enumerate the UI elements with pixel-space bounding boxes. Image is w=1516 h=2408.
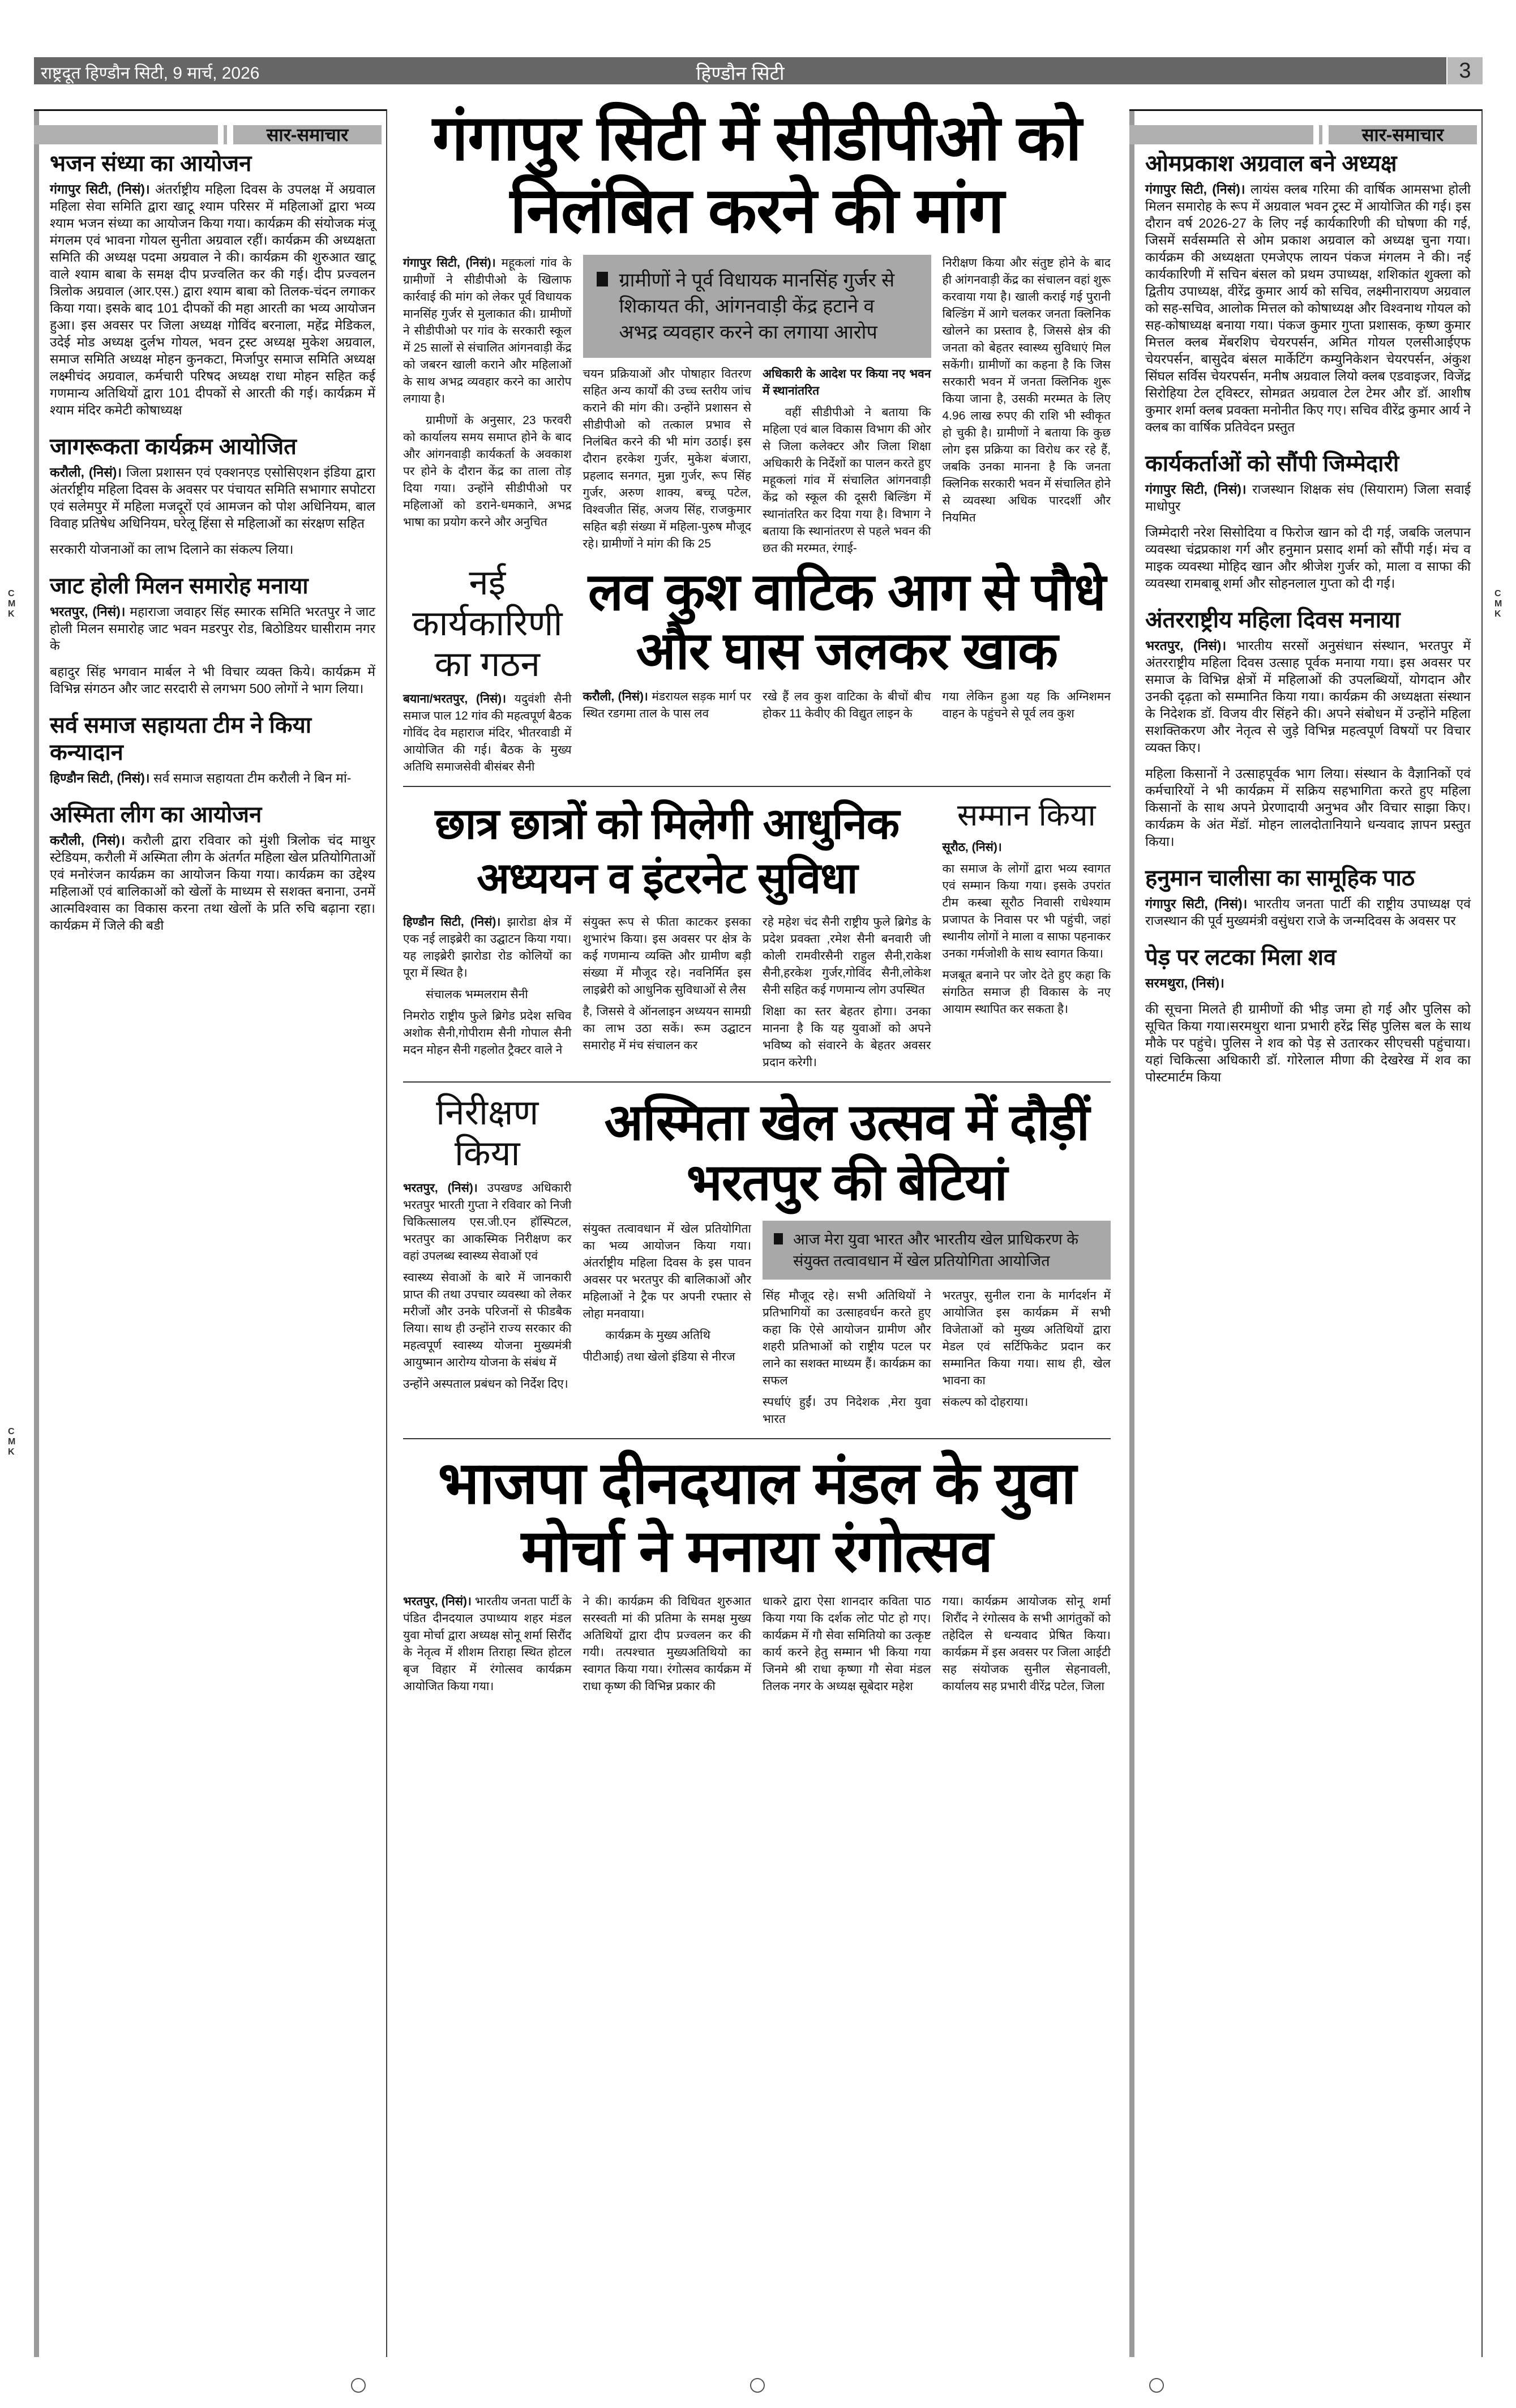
luvkush-column-2: रखे हैं लव कुश वाटिका के बीचों बीच होकर 11 केवीए की विद्युत लाइन के <box>763 690 931 720</box>
section-band-row <box>1129 125 1470 144</box>
story-text: संचालक भम्मलराम सैनी <box>426 988 528 1001</box>
brief-closing: महिला किसानों ने उत्साहपूर्वक भाग लिया। संस्थान के वैज्ञानिकों एवं कर्मचारियों ने भी कार्यक्रम में सक्रिय सहभागिता करते हुए महिला किसानों के साथ अपने प्रेरणादायी अनुभव और विचार साझा किए।कार्यक्रम के अंत मेंडॉ. मोहन लालदोतानियाने धन्यवाद ज्ञापन प्रस्तुत किया। <box>1145 766 1471 849</box>
divider <box>403 1438 1111 1439</box>
mark-c: C <box>1494 589 1501 598</box>
story-text: निमरोठ राष्ट्रीय फुले ब्रिगेड प्रदेश सचिव अशोक सैनी,गोपीराम सैनी गोपाल सैनी मदन मोहन सैनी गहलोत ट्रैक्टर वाले ने <box>403 1010 572 1057</box>
lead-deck-text: ग्रामीणों ने पूर्व विधायक मानसिंह गुर्जर से शिकायत की, आंगनवाड़ी केंद्र हटाने व अभद्र व्यवहार करने का लगाया आरोप <box>619 270 895 343</box>
luvkush-headline: लव कुश वाटिक आग से पौधे और घास जलकर खाक <box>588 563 1106 680</box>
divider <box>403 1081 1111 1083</box>
brief-title: जाट होली मिलन समारोह मनाया <box>50 574 309 598</box>
story-text: है, जिससे वे ऑनलाइन अध्ययन सामग्री का लाभ उठा सकें। रूम उद्घाटन समारोह में मंच संचालन कर <box>583 1005 751 1052</box>
story-text: भारतीय जनता पार्टी के पंडित दीनदयाल उपाध्याय शहर मंडल युवा मोर्चा द्वारा अध्यक्ष सोनू शर्मा सिरौंद के नेतृत्व में शीशम तिराहा स्थित होटल बृज विहार में रंगोत्सव कार्यक्रम आयोजित किया गया। <box>403 1595 572 1693</box>
brief-body: भारतीय जनता पार्टी की राष्ट्रीय उपाध्यक्ष एवं राजस्थान की पूर्व मुख्यमंत्री वसुंधरा राजे के जन्मदिवस के अवसर पर <box>1145 896 1471 928</box>
news-brief <box>50 433 375 558</box>
dateline: हिण्डौन सिटी, (निसं)। <box>50 771 150 785</box>
brief-title: हनुमान चालीसा का सामूहिक पाठ <box>1145 866 1415 891</box>
registration-mark-icon <box>750 2378 765 2393</box>
registration-mark-icon <box>351 2378 366 2393</box>
nirikshan-body <box>403 1180 572 1393</box>
dateline: गंगापुर सिटी, (निसं)। <box>403 256 496 270</box>
section-band <box>34 125 218 144</box>
masthead-bar <box>34 57 1446 84</box>
main-news-area <box>403 102 1111 1701</box>
edition-date: राष्ट्रदूत हिण्डौन सिटी, 9 मार्च, 2026 <box>41 64 260 83</box>
page-number: 3 <box>1448 57 1483 84</box>
lead-deck <box>583 255 931 358</box>
bullet-square-icon <box>774 1233 783 1244</box>
lead-headline: गंगापुर सिटी में सीडीपीओ को निलंबित करने की मांग <box>432 102 1082 246</box>
asmita-column-2 <box>763 1288 931 1428</box>
lead-text: वहीं सीडीपीओ ने बताया कि महिला एवं बाल विकास विभाग की ओर से जिला कलेक्टर और जिला शिक्षा अधिकारी के निर्देशों का पालन करते हुए महूकलां गांव में संचालित आंगनवाड़ी केंद्र को स्कूल की दूसरी बिल्डिंग में स्थानांतरित कर दिया गया है। विभाग ने बताया कि स्थानांतरण से पहले भवन की छत की मरम्मत, रंगाई- <box>763 406 931 555</box>
story-row-2 <box>403 563 1111 776</box>
dateline: गंगापुर सिटी, (निसं)। <box>1145 482 1247 497</box>
brief-body: जिला प्रशासन एवं एक्शनएड एसोसिएशन इंडिया द्वारा अंतर्राष्ट्रीय महिला दिवस के अवसर पर पंचायत समिति सभागार सपोटरा एवं सलेमपुर में महिला मजदूरों एवं आमजन को पोश अधिनियम, बाल विवाह प्रतिषेध अधिनियम, घरेलू हिंसा से महिलाओं का संरक्षण सहित <box>50 465 375 531</box>
story-text: भरतपुर, सुनील राना के मार्गदर्शन में आयोजित इस कार्यक्रम में सभी विजेताओं को मुख्य अतिथियों द्वारा मेडल एवं सर्टिफिकेट प्रदान कर सम्मानित किया गया। साथ ही, खेल भावना का <box>942 1289 1111 1387</box>
story-text: का समाज के लोगों द्वारा भव्य स्वागत एवं सम्मान किया गया। इसके उपरांत टीम कस्बा सूरौठ निवासी राधेश्याम प्रजापत के निवास पर भी पहुंची, जहां स्थानीय लोगों ने माला व साफा पहनाकर उनका गर्मजोशी के साथ स्वागत किया। <box>942 862 1111 960</box>
bjp-story <box>403 1449 1111 1695</box>
lead-column-1 <box>403 255 572 531</box>
asmita-story <box>583 1093 1111 1428</box>
brief-closing: सरकारी योजनाओं का लाभ दिलाने का संकल्प लिया। <box>50 542 294 557</box>
news-brief <box>50 801 375 934</box>
samman-story <box>943 797 1111 1018</box>
story-row-3 <box>403 797 1111 1071</box>
story-text: उपखण्ड अधिकारी भरतपुर भारती गुप्ता ने रविवार को निजी चिकित्सालय एस.जी.एन हॉस्पिटल, भरतपुर का आकस्मिक निरीक्षण कर वहां उपलब्ध स्वास्थ्य सेवाओं एवं <box>403 1182 572 1263</box>
section-title: हिण्डौन सिटी <box>696 63 785 84</box>
story-text: कार्यक्रम के मुख्य अतिथि <box>605 1329 710 1342</box>
brief-title: सर्व समाज सहायता टीम ने किया कन्यादान <box>50 713 312 765</box>
dateline: सूरौठ, (निसं)। <box>942 841 1002 854</box>
mark-k: K <box>8 609 15 619</box>
section-band <box>1129 125 1313 144</box>
news-brief <box>1145 865 1471 929</box>
section-band-divider <box>224 125 227 144</box>
mark-k: K <box>8 1447 15 1457</box>
nirikshan-story <box>403 1093 572 1393</box>
asmita-deck <box>763 1221 1111 1280</box>
brief-title: जागरूकता कार्यक्रम आयोजित <box>50 434 297 459</box>
dateline: हिण्डौन सिटी, (निसं)। <box>403 916 501 929</box>
news-brief <box>50 712 375 786</box>
mark-m: M <box>1494 599 1502 609</box>
mark-c: C <box>8 589 15 598</box>
news-brief <box>1145 450 1471 592</box>
column-side-bar <box>34 111 39 2357</box>
brief-body: अंतर्राष्ट्रीय महिला दिवस के उपलक्ष में अग्रवाल महिला सेवा समिति द्वारा खाटू श्याम परिसर में महिलाओं द्वारा भव्य श्याम भजन संध्या का आयोजन किया गया। कार्यक्रम की संयोजक मंजू मंगलम एवं भावना गोयल सुनीता अग्रवाल रहीं। कार्यक्रम की अध्यक्षता समिति की अध्यक्ष पदमा अग्रवाल ने की। कार्यक्रम की शुरुआत खाटू वाले श्याम बाबा के समक्ष दीप प्रज्वलित कर की गई। दीप प्रज्वलन त्रिलोक अग्रवाल (आर.एस.) द्वारा श्याम बाबा को तिलक-चंदन लगाकर किया गया। इसके बाद 101 दीपकों की महा आरती का भव्य आयोजन हुआ। इस अवसर पर जिला अध्यक्ष गोविंद बरनाला, महेंद्र मेडिकल, उदेई मोड अध्यक्ष दुर्लभ गोयल, भवन ट्रस्ट अध्यक्ष मुकेश अग्रवाल, समाज समिति अध्यक्ष मोहन कुनकटा, मिर्जापुर समाज समिति अध्यक्ष लक्ष्मीचंद अग्रवाल, कर्मचारी परिषद अध्यक्ष राधा मोहन सहित कई गणमान्य अतिथियों द्वारा 101 दीपकों से आरती की गई। कार्यक्रम में श्याम मंदिर कमेटी कोषाध्यक्ष <box>50 182 375 417</box>
lead-text: महूकलां गांव के ग्रामीणों ने सीडीपीओ के खिलाफ कार्रवाई की मांग को लेकर पूर्व विधायक मानसिंह गुर्जर से मुलाकात की। ग्रामीणों ने सीडीपीओ पर गांव के सरकारी स्कूल में 25 सालों से संचालित आंगनवाड़ी केंद्र को जबरन खाली कराने और महिलाओं के साथ अभद्र व्यवहार करने का आरोप लगाया है। <box>403 256 572 405</box>
mark-m: M <box>8 599 16 609</box>
brief-title: भजन संध्या का आयोजन <box>50 151 252 176</box>
samman-headline: सम्मान किया <box>957 798 1096 832</box>
lead-text: निरीक्षण किया और संतुष्ट होने के बाद ही आंगनवाड़ी केंद्र का संचालन वहां शुरू करवाया गया है। खाली कराई गई पुरानी बिल्डिंग में आगे चलकर जनता क्लिनिक खोलने का प्रस्ताव है, जिससे क्षेत्र की जनता को बेहतर स्वास्थ्य सुविधाएं मिल सकेंगी। ग्रामीणों का कहना है कि जिस सरकारी भवन में जनता क्लिनिक शुरू किया जाना है, उसकी मरम्मत के लिए 4.96 लाख रुपए की राशि भी स्वीकृत हो चुकी है। ग्रामीणों ने बताया कि कुछ लोग इस प्रक्रिया का विरोध कर रहे हैं, जबकि उनका मानना है कि जनता क्लिनिक सरकारी भवन में संचालित होने से व्यवस्था अधिक पारदर्शी और नियमित <box>942 256 1111 524</box>
brief-closing: जिम्मेदारी नरेश सिसोदिया व फिरोज खान को दी गई, जबकि जलपान व्यवस्था चंद्रप्रकाश गर्ग और हनुमान प्रसाद शर्मा को सौंपी गई। मंच व माइक व्यवस्था मोहिद खान और श्रीजेश गुर्जर को, माला व साफा की व्यवस्था रामबाबू शर्मा और सोहनलाल गुप्ता को दी गई। <box>1145 525 1471 591</box>
mark-c: C <box>8 1427 15 1436</box>
dateline: गंगापुर सिटी, (निसं)। <box>1145 896 1248 911</box>
story-text: उन्होंने अस्पताल प्रबंधन को निर्देश दिए। <box>403 1378 568 1391</box>
karyakarini-body <box>403 691 572 776</box>
brief-closing: की सूचना मिलते ही ग्रामीणों की भीड़ जमा हो गई और पुलिस को सूचित किया गया।सरमथुरा थाना प्रभारी हरेंद्र सिंह पुलिस बल के साथ मौके पर पहुंचे। पुलिस ने शव को पेड़ से उतारकर सीएचसी पहुंचाया। यहां चिकित्सा अधिकारी डॉ. गोरेलाल मीणा की देखरेख में शव का पोस्टमार्टम किया <box>1145 1002 1471 1084</box>
nirikshan-headline: निरीक्षण किया <box>436 1093 539 1173</box>
bjp-column-3: धाकरे द्वारा ऐसा शानदार कविता पाठ किया गया कि दर्शक लोट पोट हो गए। कार्यक्रम में गौ सेवा समितियो का उत्कृष्ट कार्य करने हेतु सम्मान भी किया गया जिनमे श्री राधा कृष्णा गौ सेवा मंडल तिलक नगर के अध्यक्ष सूबेदार महेश <box>763 1595 931 1693</box>
story-text: मंडरायल सड़क मार्ग पर स्थित रडगमा ताल के पास लव <box>583 690 751 720</box>
dateline: भरतपुर, (निसं)। <box>50 604 126 619</box>
print-mark-cmk <box>1494 589 1502 619</box>
story-text: स्पर्धाएं हुईं। उप निदेशक ,मेरा युवा भारत <box>763 1396 931 1426</box>
dateline: गंगापुर सिटी, (निसं)। <box>50 182 150 196</box>
asmita-headline: अस्मिता खेल उत्सव में दौड़ीं भरतपुर की बेटियां <box>604 1094 1089 1211</box>
brief-title: अंतरराष्ट्रीय महिला दिवस मनाया <box>1145 608 1401 632</box>
brief-body: राजस्थान शिक्षक संघ (सियाराम) जिला सवाई माधोपुर <box>1145 482 1471 514</box>
right-news-brief-column <box>1129 109 1483 2357</box>
library-column-2 <box>583 914 752 1054</box>
library-column-3 <box>763 914 931 1071</box>
lead-column-3 <box>763 366 931 557</box>
luvkush-column-3: गया लेकिन हुआ यह कि अग्निशमन वाहन के पहुंचने से पूर्व लव कुश <box>942 690 1111 720</box>
brief-title: अस्मिता लीग का आयोजन <box>50 802 262 827</box>
dateline: करौली, (निसं)। <box>50 465 122 480</box>
brief-body: महाराजा जवाहर सिंह स्मारक समिति भरतपुर ने जाट होली मिलन समारोह जाट भवन मडरपुर रोड, बिठोडियर घासीराम नगर के <box>50 604 375 653</box>
brief-body: सर्व समाज सहायता टीम करौली ने बिन मां- <box>149 771 352 785</box>
lead-column-2 <box>583 366 752 553</box>
lead-column-4 <box>943 255 1111 527</box>
column-side-bar <box>1129 111 1134 2357</box>
story-text: संयुक्त तत्वावधान में खेल प्रतियोगिता का भव्य आयोजन किया गया। अंतर्राष्ट्रीय महिला दिवस के इस पावन अवसर पर भरतपुर की बालिकाओं और महिलाओं ने ट्रैक पर अपनी रफ्तार से लोहा मनवाया। <box>583 1222 751 1320</box>
dateline: सरमथुरा, (निसं)। <box>1145 976 1224 990</box>
story-text: संयुक्त रूप से फीता काटकर इसका शुभारंभ किया। इस अवसर पर क्षेत्र के कई गणमान्य व्यक्ति और ग्रामीण बड़ी संख्या में मौजूद रहे। नवनिर्मित इस लाइब्रेरी को आधुनिक सुविधाओं से लैस <box>583 916 751 996</box>
story-text: मजबूत बनाने पर जोर देते हुए कहा कि संगठित समाज ही विकास के नए आयाम स्थापित कर सकता है। <box>942 969 1111 1016</box>
news-brief <box>1145 944 1471 1085</box>
divider <box>403 786 1111 787</box>
library-headline: छात्र छात्रों को मिलेगी आधुनिक अध्ययन व इंटरनेट सुविधा <box>435 800 900 903</box>
lead-subhead: अधिकारी के आदेश पर किया नए भवन में स्थानांतरित <box>763 367 931 397</box>
library-story <box>403 797 931 1071</box>
mark-m: M <box>8 1437 16 1447</box>
asmita-deck-text: आज मेरा युवा भारत और भारतीय खेल प्राधिकरण के संयुक्त तत्वावधान में खेल प्रतियोगिता आयोजित <box>793 1231 1078 1269</box>
brief-title: पेड़ पर लटका मिला शव <box>1145 945 1337 970</box>
bullet-square-icon <box>597 272 608 286</box>
brief-title: कार्यकर्ताओं को सौंपी जिम्मेदारी <box>1145 451 1399 476</box>
dateline: बयाना/भरतपुर, (निसं)। <box>403 692 507 705</box>
asmita-column-1 <box>583 1221 752 1366</box>
story-text: यदुवंशी सैनी समाज पाल 12 गांव की महत्वपूर्ण बैठक गोविंद देव महाराज मंदिर, भीतरवाडी में आयोजित की गई। बैठक के मुख्य अतिथि समाजसेवी बीसंबर सैनी <box>403 692 572 773</box>
brief-title: ओमप्रकाश अग्रवाल बने अध्यक्ष <box>1145 151 1397 176</box>
lead-story <box>403 102 1111 557</box>
story-text: पीटीआई) तथा खेलो इंडिया से नीरज <box>583 1350 735 1363</box>
section-band-divider <box>1319 125 1322 144</box>
samman-body <box>943 839 1111 1018</box>
lead-text: ग्रामीणों के अनुसार, 23 फरवरी को कार्यालय समय समाप्त होने के बाद और आंगनवाड़ी कार्यकर्ता के अवकाश पर होने के दौरान केंद्र का ताला तोड़ दिया गया। उन्होंने सीडीपीओ पर महिलाओं को डराने-धमकाने, अभद्र भाषा का प्रयोग करने और अनुचित <box>403 414 572 529</box>
section-band-row <box>34 125 375 144</box>
brief-body: लायंस क्लब गरिमा की वार्षिक आमसभा होली मिलन समारोह के रूप में अग्रवाल भवन ट्रस्ट में आयोजित की गई। इस दौरान वर्ष 2026-27 के लिए नई कार्यकारिणी की घोषणा की गई, जिसमें सर्वसम्मति से ओम प्रकाश अग्रवाल को अध्यक्ष चुना गया। कार्यक्रम की अध्यक्षता एमजेएफ लायन पंकज मंगलम ने की। नई कार्यकारिणी में सचिन बंसल को प्रथम उपाध्यक्ष, शशिकांत शुक्ला को द्वितीय उपाध्यक्ष, वीरेंद्र कुमार आर्य को सचिव, लक्ष्मीनारायण अग्रवाल को सह-सचिव, आलोक मित्तल को कोषाध्यक्ष और विश्वनाथ गोयल को सह-कोषाध्यक्ष बनाया गया। पंकज कुमार गुप्ता प्रशासक, कृष्ण कुमार मित्तल क्लब मेंबरशिप चेयरपर्सन, अमित गोयल एलसीआईएफ चेयरपर्सन, बासुदेव बंसल मार्केटिंग कम्युनिकेशन चेयरपर्सन, अंकुश सिंघल सर्विस चेयरपर्सन, मनीष अग्रवाल लियो क्लब एडवाइजर, विजेंद्र सिरोहिया टेल ट्विस्टर, सोमव्रत अग्रवाल टेल टेमर और डॉ. आशीष कुमार शर्मा क्लब प्रवक्ता मनोनीत किए गए। सचिव वीरेंद्र कुमार आर्य ने क्लब का वार्षिक प्रतिवेदन प्रस्तुत <box>1145 182 1471 434</box>
brief-body: भारतीय सरसों अनुसंधान संस्थान, भरतपुर में अंतरराष्ट्रीय महिला दिवस उत्साह पूर्वक मनाया गया। इस अवसर पर समाज के विभिन्न क्षेत्रों में महिलाओं की उपलब्धियों, योगदान और उनकी दृढ़ता को सम्मानित किया गया। कार्यक्रम की अध्यक्षता संस्थान के निदेशक डॉ. विजय वीर सिंहने की। अपने संबोधन में उन्होंने महिला सशक्तिकरण और नेतृत्व से जुड़े विभिन्न महत्वपूर्ण विषयों पर विचार व्यक्त किए। <box>1145 638 1471 755</box>
story-row-4 <box>403 1093 1111 1428</box>
brief-closing: बहादुर सिंह भगवान मार्बल ने भी विचार व्यक्त किये। कार्यक्रम में विभिन्न संगठन और जाट सरदारी से लगभग 500 लोगों ने भाग लिया। <box>50 664 375 696</box>
story-text: रहे महेश चंद सैनी राष्ट्रीय फुले ब्रिगेड के प्रदेश प्रवक्ता ,रमेश सैनी बनवारी जी कोली रामवीरसैनी राहुल सैनी,राकेश सैनी,हरकेश गुर्जर,गोविंद सैनी,लोकेश सैनी सहित कई गणमान्य लोग उपस्थित <box>763 916 931 996</box>
dateline: भरतपुर, (निसं)। <box>403 1182 478 1195</box>
section-label: सार-समाचार <box>1329 125 1477 144</box>
dateline: भरतपुर, (निसं)। <box>403 1595 472 1608</box>
print-mark-cmk <box>8 1427 15 1457</box>
karyakarini-headline: नई कार्यकारिणी का गठन <box>412 563 563 684</box>
luvkush-column-1 <box>583 688 752 722</box>
bjp-column-2: ने की। कार्यक्रम की विधिवत शुरुआत सरस्वती मां की प्रतिमा के समक्ष मुख्य अतिथियों द्वारा दीप प्रज्वलन कर की गयी। तत्पश्चात मुख्यअतिथियो का स्वागत किया गया। रंगोत्सव कार्यक्रम में राधा कृष्ण की विभिन्न प्रकार की <box>583 1595 751 1693</box>
story-text: झारोडा क्षेत्र में एक नई लाइब्रेरी का उद्घाटन किया गया। यह लाइब्रेरी झारोडा रोड कोलियों का पूरा में स्थित है। <box>403 916 572 980</box>
story-text: संकल्प को दोहराया। <box>942 1396 1029 1409</box>
story-text: शिक्षा का स्तर बेहतर होगा। उनका मानना है कि यह युवाओं को अपने भविष्य को संवारने के बेहतर अवसर प्रदान करेगी। <box>763 1005 931 1069</box>
story-text: स्वास्थ्य सेवाओं के बारे में जानकारी प्राप्त की तथा उपचार व्यवस्था को लेकर मरीजों और उनके परिजनों से फीडबैक लिया। साथ ही उन्होंने राज्य सरकार की महत्वपूर्ण स्वास्थ्य योजना मुख्यमंत्री आयुष्मान आरोग्य योजना के संबंध में <box>403 1271 572 1369</box>
bjp-column-4: गया। कार्यक्रम आयोजक सोनू शर्मा शिरौंद ने रंगोत्सव के सभी आगंतुकों को तहेदिल से धन्यवाद प्रेषित किया। कार्यक्रम में इस अवसर पर जिला आईटी सह संयोजक सुनील सेहनावली, कार्यालय सह प्रभारी वीरेंद्र पटेल, जिला <box>942 1595 1111 1693</box>
story-text: सिंह मौजूद रहे। सभी अतिथियों ने प्रतिभागियों का उत्साहवर्धन करते हुए कहा कि ऐसे आयोजन ग्रामीण और शहरी प्रतिभाओं को राष्ट्रीय पटल पर लाने का सशक्त माध्यम हैं। कार्यक्रम का सफल <box>763 1289 931 1387</box>
dateline: करौली, (निसं)। <box>583 690 648 703</box>
print-mark-cmk <box>8 589 15 619</box>
mark-k: K <box>1494 609 1501 619</box>
karyakarini-story <box>403 563 572 776</box>
dateline: करौली, (निसं)। <box>50 833 125 848</box>
news-brief <box>50 572 375 697</box>
library-column-1 <box>403 914 572 1059</box>
registration-mark-icon <box>1149 2378 1164 2393</box>
news-brief <box>1145 150 1471 435</box>
dateline: भरतपुर, (निसं)। <box>1145 638 1227 653</box>
dateline: गंगापुर सिटी, (निसं)। <box>1145 182 1245 196</box>
left-news-brief-column <box>34 109 387 2357</box>
news-brief <box>1145 606 1471 850</box>
news-brief <box>50 150 375 418</box>
section-label: सार-समाचार <box>233 125 382 144</box>
bjp-headline: भाजपा दीनदयाल मंडल के युवा मोर्चा ने मनाया रंगोत्सव <box>438 1451 1076 1584</box>
brief-body: करौली द्वारा रविवार को मुंशी त्रिलोक चंद माथुर स्टेडियम, करौली में अस्मिता लीग के अंतर्गत महिला खेल प्रतियोगिताओं एवं मनोरंजन कार्यक्रम का आयोजन किया गया। कार्यक्रम का उद्देश्य महिलाओं एवं बालिकाओं को खेलों के माध्यम से सशक्त बनाना, उनमें आत्मविश्वास का विकास करना तथा खेलों के प्रति रुचि बढ़ाना रहा। कार्यक्रम में जिले की बडी <box>50 833 375 933</box>
asmita-column-3 <box>943 1288 1111 1411</box>
bjp-column-1 <box>403 1593 572 1695</box>
lead-text: चयन प्रक्रियाओं और पोषाहार वितरण सहित अन्य कार्यों की उच्च स्तरीय जांच कराने की मांग की। उन्होंने प्रशासन से सीडीपीओ को तत्काल प्रभाव से निलंबित करने की भी मांग उठाई। इस दौरान हरकेश गुर्जर, मुकेश बंजारा, प्रहलाद सनगत, मुन्ना गुर्जर, रूप सिंह गुर्जर, अरुण शाक्य, बच्चू पटेल, विश्वजीत सिंह, अजय सिंह, राजकुमार सहित बड़ी संख्या में महिला-पुरुष मौजूद रहे। ग्रामीणों ने मांग की कि 25 <box>583 367 751 550</box>
luvkush-story <box>583 563 1111 722</box>
